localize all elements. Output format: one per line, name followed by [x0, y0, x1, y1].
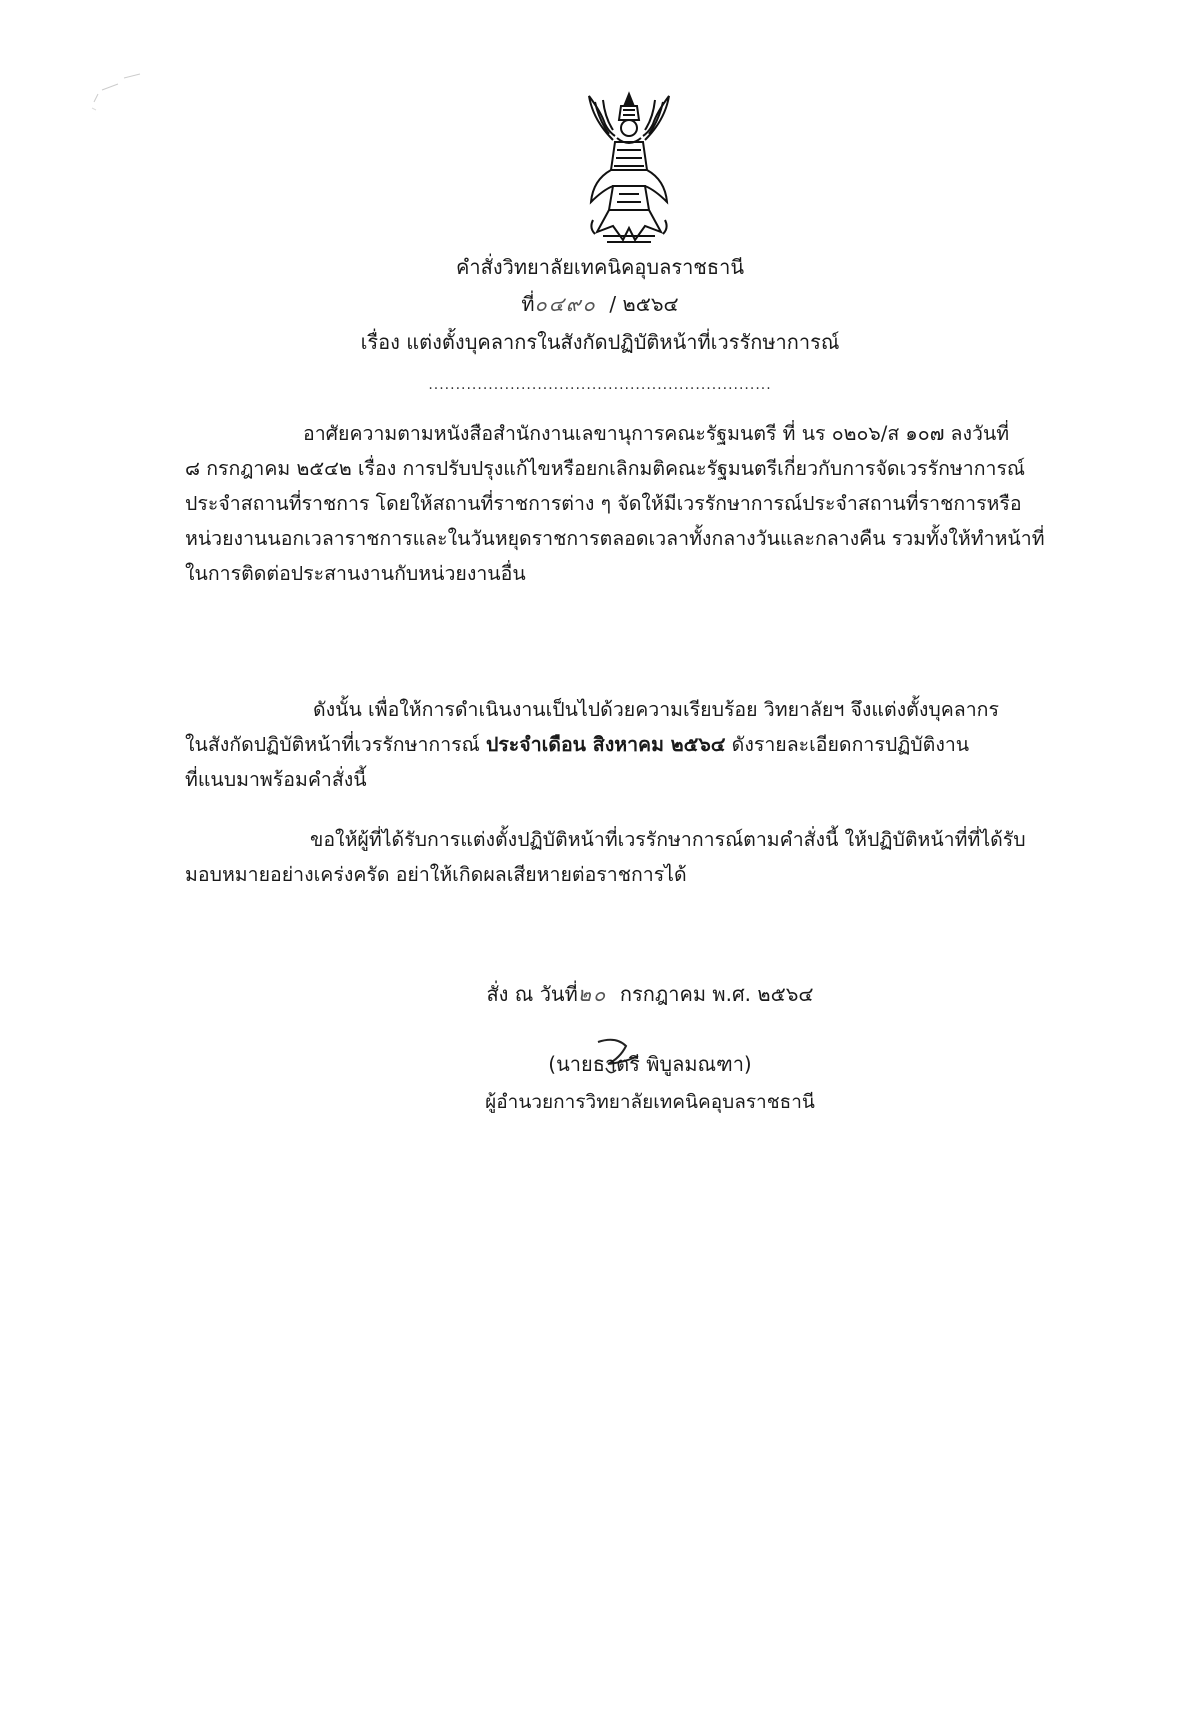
order-number-handwritten: ๐๔๙๐ — [534, 292, 597, 316]
date-prefix: สั่ง ณ วันที่ — [486, 982, 578, 1006]
separator-dots: ............................................................... — [428, 377, 772, 393]
date-day-handwritten: ๒๐ — [577, 982, 608, 1006]
paragraph-3 — [185, 822, 1026, 892]
garuda-emblem-icon — [583, 90, 675, 248]
order-number-suffix: / ๒๕๖๔ — [609, 292, 679, 316]
paragraph-1-line: อาศัยความตามหนังสือสำนักงานเลขานุการคณะรัฐมนตรี ที่ นร ๐๒๐๖/ส ๑๐๗ ลงวันที่ — [303, 422, 1010, 445]
paragraph-2-line: ดังนั้น เพื่อให้การดำเนินงานเป็นไปด้วยความเรียบร้อย วิทยาลัยฯ จึงแต่งตั้งบุคลากร — [313, 698, 999, 721]
order-heading: คำสั่งวิทยาลัยเทคนิคอุบลราชธานี — [456, 255, 744, 279]
paragraph-2-line: ที่แนบมาพร้อมคำสั่งนี้ — [185, 768, 367, 791]
paragraph-1-line: ในการติดต่อประสานงานกับหน่วยงานอื่น — [185, 562, 526, 585]
signer-name: (นายธาตรี พิบูลมณฑา) — [548, 1052, 752, 1076]
paragraph-3-line: มอบหมายอย่างเคร่งครัด อย่าให้เกิดผลเสียหายต่อราชการได้ — [185, 863, 687, 886]
paragraph-1-line: หน่วยงานนอกเวลาราชการและในวันหยุดราชการตลอดเวลาทั้งกลางวันและกลางคืน รวมทั้งให้ทำหน้าที่ — [185, 527, 1045, 550]
duty-month-bold: ประจำเดือน สิงหาคม ๒๕๖๔ — [485, 733, 726, 756]
order-number — [0, 291, 1200, 317]
signer-title: ผู้อำนวยการวิทยาลัยเทคนิคอุบลราชธานี — [485, 1091, 815, 1113]
order-date — [430, 978, 870, 1010]
paragraph-1-line: ประจำสถานที่ราชการ โดยให้สถานที่ราชการต่าง ๆ จัดให้มีเวรรักษาการณ์ประจำสถานที่ราชการหรือ — [185, 492, 1022, 515]
order-number-prefix: ที่ — [521, 292, 535, 316]
scan-smudge — [88, 64, 158, 114]
date-suffix: กรกฎาคม พ.ศ. ๒๕๖๔ — [619, 982, 814, 1006]
paragraph-2 — [185, 692, 999, 797]
paragraph-1 — [185, 416, 1045, 591]
paragraph-2-text: ดังรายละเอียดการปฏิบัติงาน — [725, 733, 970, 756]
paragraph-2-text: ในสังกัดปฏิบัติหน้าที่เวรรักษาการณ์ — [185, 733, 486, 756]
paragraph-3-line: ขอให้ผู้ที่ได้รับการแต่งตั้งปฏิบัติหน้าที่เวรรักษาการณ์ตามคำสั่งนี้ ให้ปฏิบัติหน้าที่ที่ได้รับ — [310, 828, 1026, 851]
paragraph-2-line — [185, 727, 999, 762]
paragraph-1-line: ๘ กรกฎาคม ๒๕๔๒ เรื่อง การปรับปรุงแก้ไขหรือยกเลิกมติคณะรัฐมนตรีเกี่ยวกับการจัดเวรรักษาการณ์ — [185, 457, 1026, 480]
order-subject: เรื่อง แต่งตั้งบุคลากรในสังกัดปฏิบัติหน้าที่เวรรักษาการณ์ — [360, 330, 840, 354]
